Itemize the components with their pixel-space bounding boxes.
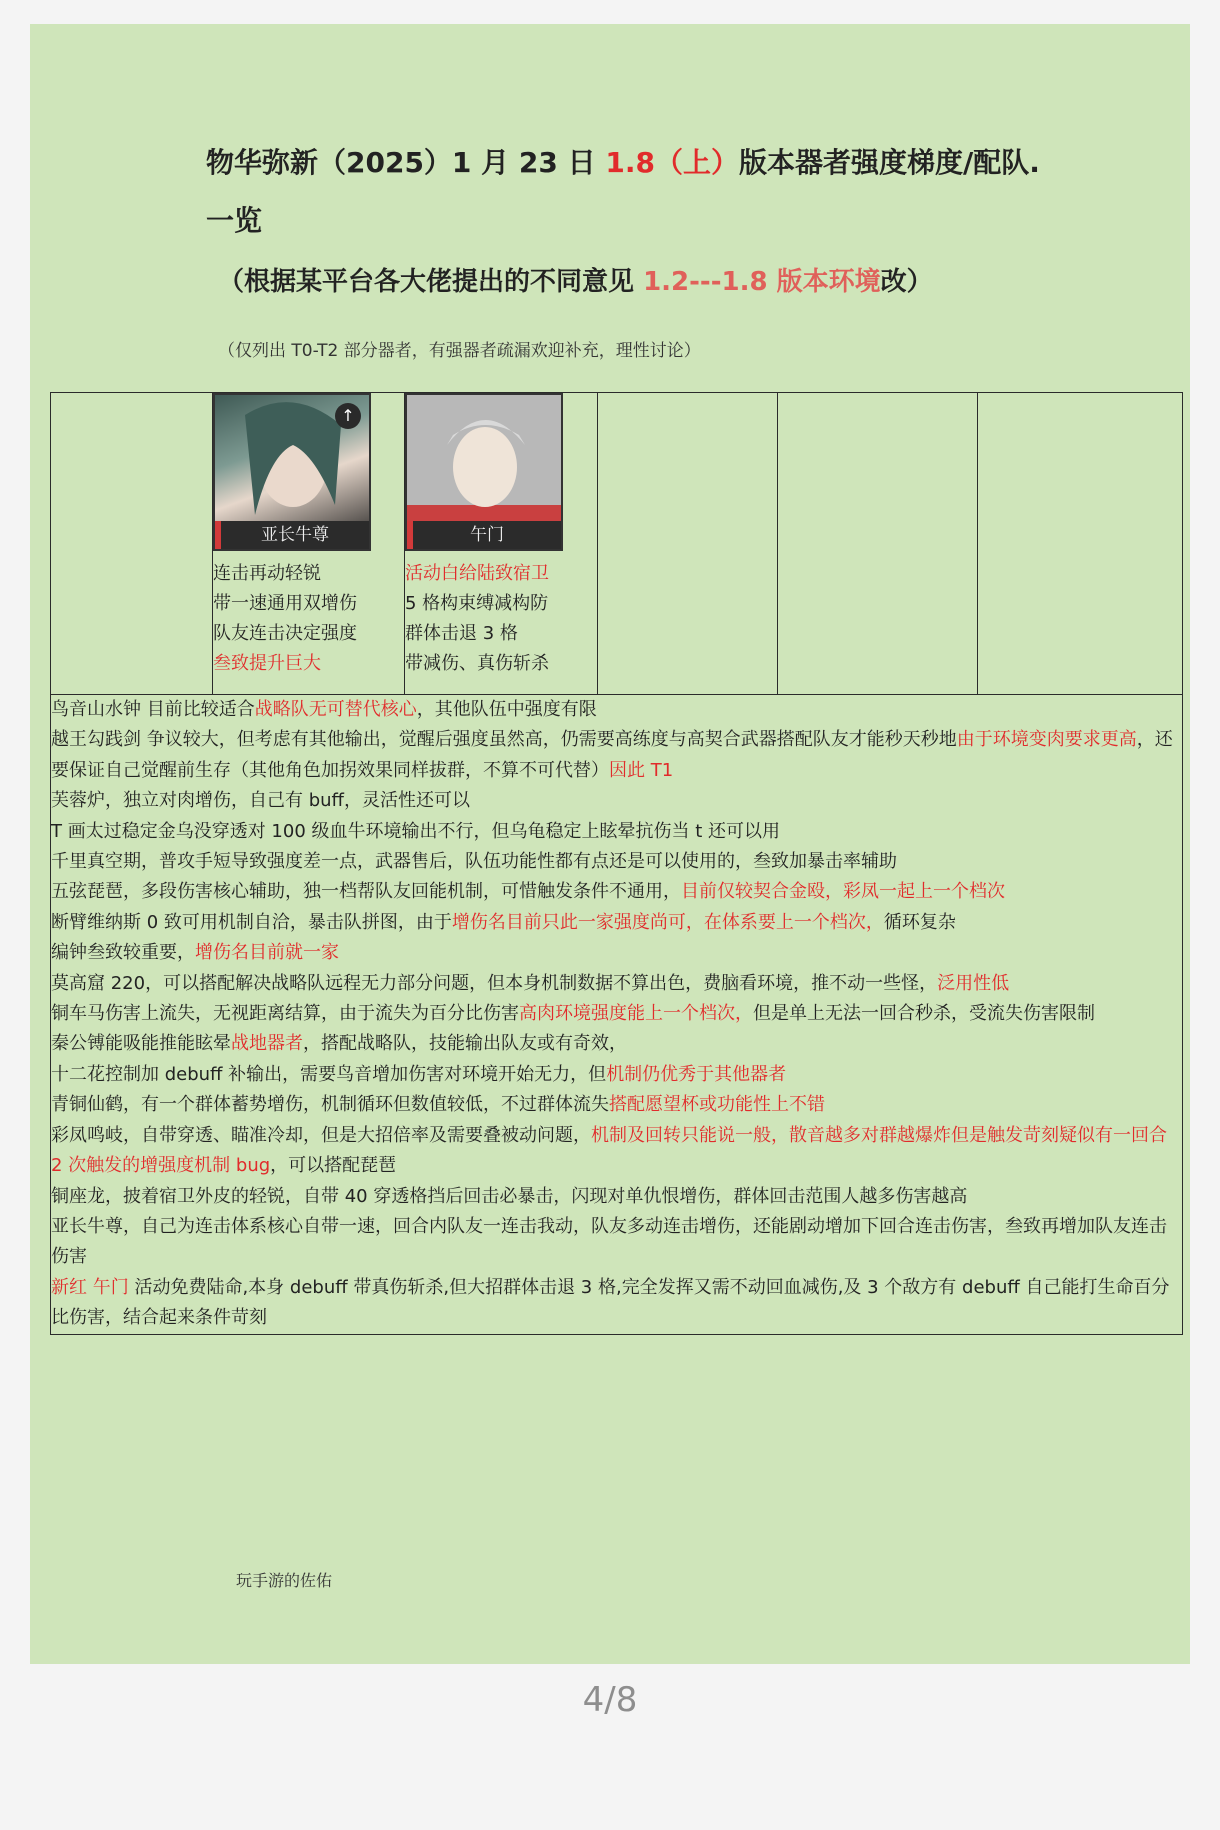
- character-name: 亚长牛尊: [215, 521, 369, 549]
- description-line: [51, 1273, 1182, 1334]
- subtitle-suffix: 改）: [880, 267, 933, 297]
- description-line: [51, 1090, 1182, 1120]
- description-line: [51, 1029, 1182, 1059]
- page-indicator: 4/8: [582, 1680, 638, 1720]
- empty-cell: [51, 393, 213, 695]
- trait-line: 活动白给陆致宿卫: [405, 563, 549, 584]
- description-text: 千里真空期，普攻手短导致强度差一点，武器售后，队伍功能性都有点还是可以使用的，叁致加暴击率辅助: [51, 851, 897, 873]
- character-card-1: [213, 393, 405, 695]
- description-line: [51, 1182, 1182, 1212]
- title-version: 1.8（上）: [605, 146, 739, 179]
- trait-line: 连击再动轻锐: [213, 563, 321, 584]
- subtitle-text: （根据某平台各大佬提出的不同意见: [218, 267, 644, 297]
- trait-line: 叁致提升巨大: [213, 653, 321, 674]
- description-line: [51, 1212, 1182, 1273]
- description-text: ，搭配战略队，技能输出队友或有奇效，: [303, 1033, 627, 1055]
- description-line: [51, 908, 1182, 938]
- author-credit: 玩手游的佐佑: [236, 1571, 333, 1590]
- character-traits: [405, 559, 597, 679]
- description-text: 五弦琵琶，多段伤害核心辅助，独一档帮队友回能机制，可惜触发条件不通用，: [51, 881, 681, 903]
- subtitle-version-range: 1.2---1.8 版本环境: [643, 267, 881, 297]
- empty-cell: [598, 393, 778, 695]
- highlight-text: 增伤名目前只此一家强度尚可，在体系要上一个档次，: [451, 911, 884, 933]
- description-text: 编钟叁致较重要，: [51, 942, 195, 964]
- character-portrait: [213, 393, 371, 551]
- description-line: [51, 999, 1182, 1029]
- highlight-text: 战略队无可替代核心: [254, 699, 417, 720]
- description-line: [51, 847, 1182, 877]
- subtitle: [218, 264, 1118, 300]
- tier-table: [50, 392, 1183, 1335]
- trait-line: 队友连击决定强度: [213, 623, 357, 644]
- highlight-text: 新红 午门: [51, 1276, 129, 1298]
- highlight-text: 高肉环境强度能上一个档次，: [519, 1003, 753, 1025]
- description-text: 循环复杂: [883, 911, 956, 933]
- highlight-text: 目前仅较契合金殴，彩凤一起上一个档次: [681, 881, 1005, 903]
- character-card-2: [405, 393, 598, 695]
- trait-line: 带一速通用双增伤: [213, 593, 357, 614]
- empty-cell: [978, 393, 1183, 695]
- description-text: 莫高窟 220，可以搭配解决战略队远程无力部分问题，但本身机制数据不算出色，费脑看环境，推不动一些怪，: [51, 972, 938, 994]
- description-text: 但是单上无法一回合秒杀，受流失伤害限制: [753, 1003, 1095, 1025]
- trait-line: 群体击退 3 格: [405, 623, 518, 644]
- description-text: 芙蓉炉，独立对肉增伤，自己有 buff，灵活性还可以: [51, 790, 470, 812]
- trait-line: 5 格构束缚减构防: [405, 593, 549, 614]
- description-text: 活动免费陆命,本身 debuff 带真伤斩杀,但大招群体击退 3 格,完全发挥又需不动回血减伤,及 3 个敌方有 debuff 自己能打生命百分比伤害，结合起来条件苛刻: [51, 1276, 1170, 1329]
- title-text: 物华弥新（2025）1 月 23 日: [206, 146, 606, 179]
- highlight-text: 由于环境变肉要求更高: [956, 729, 1137, 751]
- character-name: 午门: [407, 521, 561, 549]
- character-portrait: [405, 393, 563, 551]
- highlight-text: 因此 T1: [609, 759, 674, 781]
- scope-note: （仅列出 T0-T2 部分器者，有强器者疏漏欢迎补充，理性讨论）: [218, 341, 701, 361]
- description-line: [51, 938, 1182, 968]
- description-line: [51, 969, 1182, 999]
- description-line: [51, 1060, 1182, 1090]
- description-text: 断臂维纳斯 0 致可用机制自洽，暴击队拼图，由于: [51, 911, 452, 933]
- description-line: [51, 817, 1182, 847]
- title-suffix: 版本器者强度梯度/配队.: [738, 146, 1040, 179]
- description-text: T 画太过稳定金乌没穿透对 100 级血牛环境输出不行，但乌龟稳定上眩晕抗伤当 t 还可以用: [51, 820, 781, 842]
- description-text: 彩凤鸣岐，自带穿透、瞄准冷却，但是大招倍率及需要叠被动问题，: [51, 1124, 591, 1146]
- description-text: 秦公镈能吸能推能眩晕: [51, 1033, 231, 1055]
- description-text: 铜车马伤害上流失，无视距离结算，由于流失为百分比伤害: [51, 1003, 519, 1025]
- description-text: 青铜仙鹤，有一个群体蓄势增伤，机制循环但数值较低，不过群体流失: [51, 1094, 609, 1116]
- description-text: 越王勾践剑 争议较大，但考虑有其他输出，觉醒后强度虽然高，仍需要高练度与高契合武器搭配队友才能秒天秒地: [51, 729, 957, 751]
- description-text: ，还要保证自己觉醒前生存（其他角色加拐效果同样拔群，不算不可代替）: [51, 729, 1173, 781]
- description-list: [51, 695, 1182, 1334]
- page-title: [206, 134, 1066, 250]
- trait-line: 带减伤、真伤斩杀: [405, 653, 549, 674]
- description-text: ，可以搭配琵琶: [270, 1155, 397, 1177]
- title-line2: 一览: [206, 204, 263, 237]
- description-line: [51, 725, 1182, 786]
- description-line: [51, 1121, 1182, 1182]
- highlight-text: 机制及回转只能说一般，散音越多对群越爆炸但是触发苛刻疑似有一回合 2 次触发的增强度机制 bug: [51, 1124, 1167, 1177]
- description-text: 铜座龙，披着宿卫外皮的轻锐，自带 40 穿透格挡后回击必暴击，闪现对单仇恨增伤，群体回击范围人越多伤害越高: [51, 1185, 968, 1207]
- character-traits: [213, 559, 404, 679]
- document-page: [30, 24, 1190, 1664]
- upgrade-arrow-icon: ↑: [335, 403, 361, 429]
- description-text: 亚长牛尊，自己为连击体系核心自带一速，回合内队友一连击我动，队友多动连击增伤，还能剧动增加下回合连击伤害，叁致再增加队友连击伤害: [51, 1215, 1167, 1268]
- description-line: [51, 786, 1182, 816]
- highlight-text: 机制仍优秀于其他器者: [606, 1063, 787, 1085]
- description-text: ，其他队伍中强度有限: [416, 699, 597, 720]
- description-text: 十二花控制加 debuff 补输出，需要鸟音增加伤害对环境开始无力，但: [51, 1063, 607, 1085]
- description-cell: [51, 695, 1183, 1335]
- highlight-text: 泛用性低: [937, 972, 1010, 994]
- highlight-text: 搭配愿望杯或功能性上不错: [609, 1094, 825, 1116]
- empty-cell: [778, 393, 978, 695]
- description-line: [51, 695, 1182, 725]
- highlight-text: 增伤名目前就一家: [195, 942, 339, 964]
- description-text: 鸟音山水钟 目前比较适合: [51, 699, 255, 720]
- description-line: [51, 877, 1182, 907]
- highlight-text: 战地器者: [231, 1033, 303, 1055]
